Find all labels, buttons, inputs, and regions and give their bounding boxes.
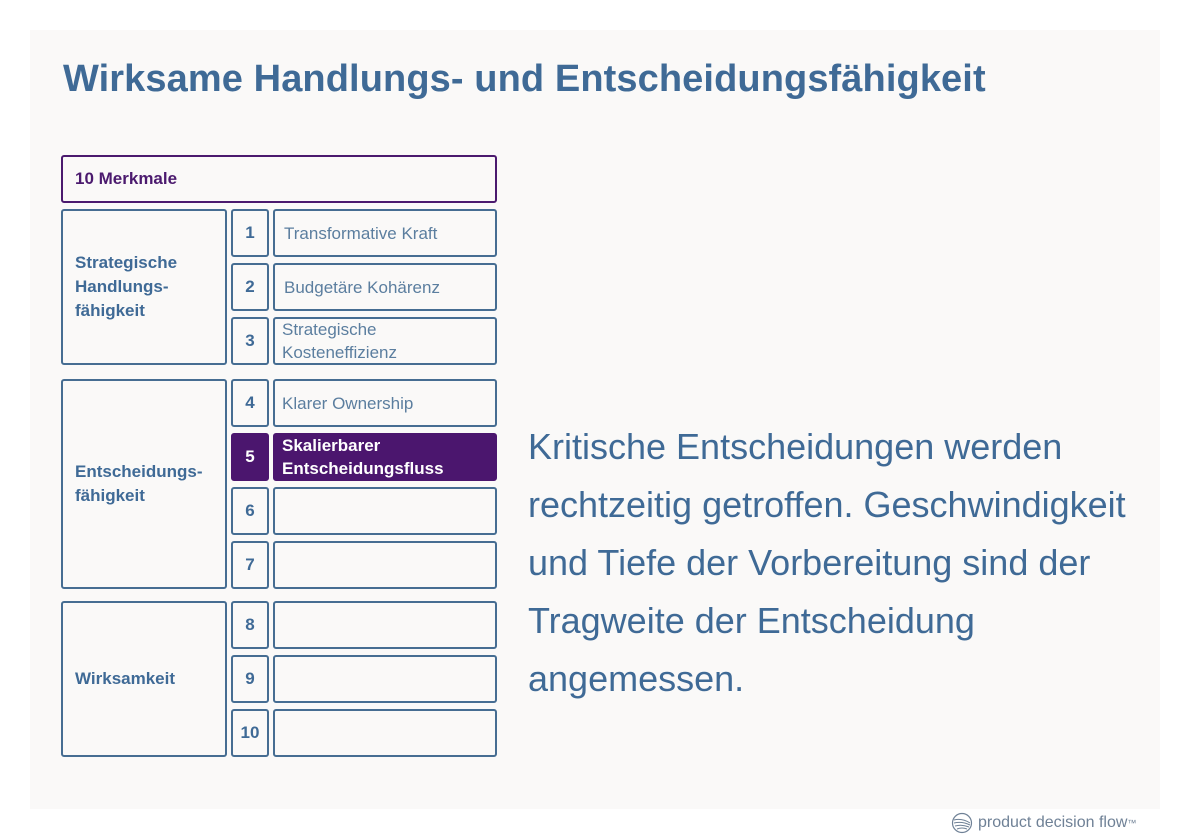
row-number: 1 [231,209,269,257]
row-label-klarer-ownership: Klarer Ownership [273,379,497,427]
spiral-logo-icon [951,812,973,834]
row-label-empty [273,601,497,649]
row-number: 2 [231,263,269,311]
row-label-strategische-kosteneffizienz: Strategische Kosteneffizienz [273,317,497,365]
description-text: Kritische Entscheidungen werden rechtzeitig getroffen. Geschwindigkeit und Tiefe der Vorbereitung sind der Tragweite der Entscheidung angemessen. [528,426,1126,699]
row-number: 9 [231,655,269,703]
row-label-skalierbarer-entscheidungsfluss: Skalierbarer Entscheidungsfluss [273,433,497,481]
row-number: 8 [231,601,269,649]
row-label-empty [273,709,497,757]
row-number: 10 [231,709,269,757]
footer-brand-text: product decision flow [978,814,1128,831]
footer-brand [951,812,1136,834]
row-label-budgetaere-kohaerenz: Budgetäre Kohärenz [273,263,497,311]
group-strategische-handlungsfaehigkeit: Strategische Handlungs- fähigkeit [61,209,227,365]
row-number: 3 [231,317,269,365]
row-number: 6 [231,487,269,535]
table-header: 10 Merkmale [61,155,497,203]
group-wirksamkeit: Wirksamkeit [61,601,227,757]
page-title: Wirksame Handlungs- und Entscheidungsfähigkeit [63,58,986,100]
row-label-transformative-kraft: Transformative Kraft [273,209,497,257]
group-entscheidungsfaehigkeit: Entscheidungs- fähigkeit [61,379,227,589]
row-number: 7 [231,541,269,589]
row-label-empty [273,655,497,703]
row-number-active: 5 [231,433,269,481]
row-label-empty [273,541,497,589]
trademark-symbol: ™ [1127,818,1137,828]
row-label-empty [273,487,497,535]
row-number: 4 [231,379,269,427]
